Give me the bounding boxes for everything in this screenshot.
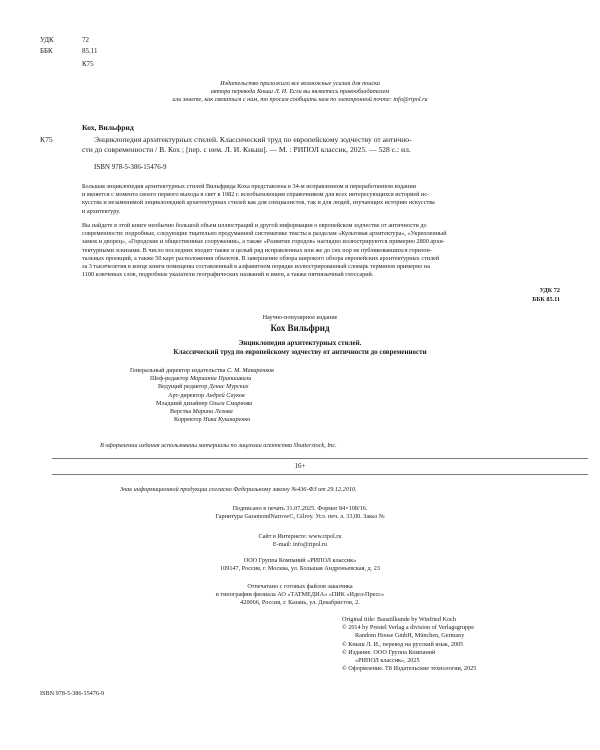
imprint-genre: Научно-популярное издание xyxy=(262,314,338,321)
top-bbk-value: 85.11 xyxy=(82,47,98,55)
staff-row xyxy=(130,408,470,416)
staff-role: Арт-директор xyxy=(168,391,205,399)
staff-name: Марианна Пранишвили xyxy=(190,375,252,383)
abstract-line: тектурными эскизами. В число последних входит также и целый ряд исправленных или же до сих пор не публиковавшихся горизон- xyxy=(82,246,432,254)
printer-info xyxy=(150,583,450,608)
abstract-line: тальных проекций, а также 50 карт расположения объектов. В завершение обзора широкого обзора европейских архитектурных стилей xyxy=(82,254,440,262)
top-udk-label: УДК xyxy=(40,36,54,44)
staff-row xyxy=(130,392,470,400)
abstract-paragraph-2 xyxy=(82,222,560,279)
catalog-title-line: Энциклопедия архитектурных стилей. Классический труд по европейскому зодчеству от антично- xyxy=(94,135,412,144)
abstract-bbk: ББК 85.11 xyxy=(532,296,560,303)
printer-line: 420066, Россия, г. Казань, ул. Декабристов, 2. xyxy=(240,599,360,607)
staff-role: Генеральный директор издательства xyxy=(130,367,226,374)
staff-row xyxy=(130,416,470,424)
site-link[interactable]: Сайт в Интернете: www.ripol.ru xyxy=(258,533,342,540)
contacts xyxy=(200,533,400,549)
catalog-author: Кох, Вильфрид xyxy=(82,123,134,132)
printer-line: Отпечатано с готовых файлов заказчика xyxy=(247,583,353,590)
staff-role: Младший дизайнер xyxy=(156,399,208,407)
bottom-isbn: ISBN 978-5-386-15476-9 xyxy=(40,690,105,697)
divider-line xyxy=(52,458,588,459)
abstract-line: современности: подробные, следующие тщательно продуманной систематике тексты к разделам «Культовая архитектура», «Укрепленный xyxy=(82,230,447,238)
top-bbk-label: ББК xyxy=(40,47,53,55)
imprint-title xyxy=(60,339,540,357)
copyright-line: «РИПОЛ классик», 2025 xyxy=(355,657,420,665)
abstract-line: Большая энциклопедия архитектурных стилей Вильфрида Коха представлена в 34-м исправленном и переработанном издании xyxy=(82,183,416,190)
staff-role: Верстка xyxy=(170,408,192,416)
abstract-line: 1100 ключевых слов, подробные указатели географических названий и имен, а также пятиязычный глоссарий. xyxy=(82,271,374,279)
top-udk-row xyxy=(40,36,89,45)
top-author-mark: К75 xyxy=(82,60,94,68)
abstract-line: кусства и незаменимой энциклопедией архитектурных стилей как для специалистов, так и для людей, изучающих историю искусства xyxy=(82,199,435,207)
notice-line: Издательство приложило все возможные усилия для поиска xyxy=(220,80,380,87)
staff-name: С. М. Макаренков xyxy=(226,367,274,374)
copyright-line: © 2014 by Prestel Verlag a division of Verlagsgruppe xyxy=(342,624,474,632)
copyright-line: Original title: Baustilkunde by Winfried Koch xyxy=(342,616,456,623)
staff-row xyxy=(130,383,470,391)
print-info xyxy=(150,505,450,521)
catalog-mark: К75 xyxy=(40,135,53,144)
imprint-author: Кох Вильфрид xyxy=(270,323,330,333)
staff-name: Андрей Сауков xyxy=(205,391,245,399)
abstract-line: за 3 тысячелетия в конце книги помещены составленный в алфавитном порядке иллюстрированный словарь терминов примерно на xyxy=(82,263,431,271)
notice-line: автора перевода Кныш Л. И. Если вы являетесь правообладателем xyxy=(210,88,390,96)
abstract-line: замок и дворец», «Городские и общественные сооружения», а также «Развитие городов» наглядно иллюстрируются примерно 2800 архи- xyxy=(82,238,445,246)
staff-name: Денис Мурских xyxy=(208,383,249,391)
staff-row xyxy=(130,375,470,383)
age-rating: 16+ xyxy=(294,462,306,470)
copyright-line: © Кныш Л. И., перевод на русский язык, 2005 xyxy=(342,640,464,648)
catalog-title-line: сти до современности / В. Кох ; [пер. с нем. Л. И. Кныш]. — М. : РИПОЛ классик, 2025. — 528 с.: ил. xyxy=(82,145,411,154)
staff-name: Марина Лезова xyxy=(192,408,233,416)
print-line: Подписано в печать 31.07.2025. Формат 84×108/16. xyxy=(232,505,368,512)
staff-role: Ведущий редактор xyxy=(158,383,208,391)
staff-role: Шеф-редактор xyxy=(150,375,189,383)
print-line: Гарнитура GaramondNarrowC, Gilroy. Усл. печ. л. 33,00. Заказ № xyxy=(215,513,385,521)
copyright-line: © Издание. ООО Группа Компаний xyxy=(342,648,436,656)
copyright-line: © Оформление. Т8 Издательские технологии, 2025 xyxy=(342,665,477,673)
imprint-staff xyxy=(130,367,470,424)
abstract-udk: УДК 72 xyxy=(539,287,560,294)
abstract-paragraph-1 xyxy=(82,183,560,216)
top-bbk-row xyxy=(40,47,98,56)
publisher-info xyxy=(150,557,450,573)
staff-name: Ника Кушнаренко xyxy=(203,416,251,424)
staff-row xyxy=(130,367,470,375)
catalog-isbn: ISBN 978-5-386-15476-9 xyxy=(94,163,167,171)
original-copyright-block xyxy=(342,616,572,673)
copyright-search-notice xyxy=(100,80,500,105)
imprint-title-line: Энциклопедия архитектурных стилей. xyxy=(238,339,362,347)
staff-name: Ольга Смирнова xyxy=(209,399,253,407)
catalog-title xyxy=(82,135,562,155)
copyright-line: Random House GmbH, München, Germany xyxy=(355,632,465,640)
top-udk-value: 72 xyxy=(82,36,89,44)
imprint-title-line: Классический труд по европейскому зодчеству от античности до современности xyxy=(173,348,427,357)
publisher-line: 109147, Россия, г. Москва, ул. Большая Андроньевская, д. 23 xyxy=(220,565,380,573)
abstract-line: Вы найдете в этой книге необычно большой объем иллюстраций и другой информации о европейском зодчестве от античности до xyxy=(82,222,427,229)
divider-line xyxy=(52,474,588,475)
printer-line: в типографии филиала АО «ТАТМЕДИА» «ПИК «Идел-Пресс» xyxy=(215,591,385,599)
imprint-shutterstock-note: В оформлении издания использованы материалы по лицензии агентства Shutterstock, Inc. xyxy=(100,442,337,449)
publisher-line: ООО Группа Компаний «РИПОЛ классик» xyxy=(243,557,357,564)
email-link[interactable]: E-mail: info@ripol.ru xyxy=(272,541,328,549)
sign-law-notice: Знак информационной продукции согласно Федеральному закону №436-ФЗ от 29.12.2010. xyxy=(120,486,357,493)
abstract-line: и архитектуру. xyxy=(82,207,121,215)
staff-role: Корректор xyxy=(174,416,202,424)
notice-line: или знаете, как связаться с ним, то просим сообщить нам по электронной почте: info@ripol.ru xyxy=(172,96,428,104)
abstract-line: и является с момента своего первого выхода в свет в 1982 г. всеобъемлющим справочником для всех интересующихся историей ис- xyxy=(82,191,430,199)
staff-row xyxy=(130,400,470,408)
